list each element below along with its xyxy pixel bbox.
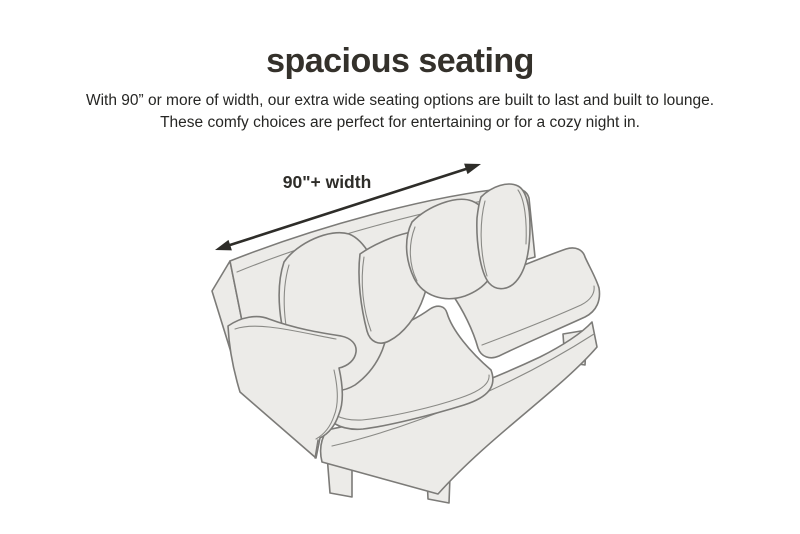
arrow-head-left	[215, 240, 232, 251]
page-title: spacious seating	[266, 42, 534, 80]
arrow-head-right	[464, 164, 481, 175]
intro-line-2: These comfy choices are perfect for entertaining or for a cozy night in.	[160, 114, 640, 131]
intro-line-1: With 90” or more of width, our extra wide seating options are built to last and built to lounge.	[85, 92, 715, 109]
width-label: 90"+ width	[282, 172, 372, 192]
